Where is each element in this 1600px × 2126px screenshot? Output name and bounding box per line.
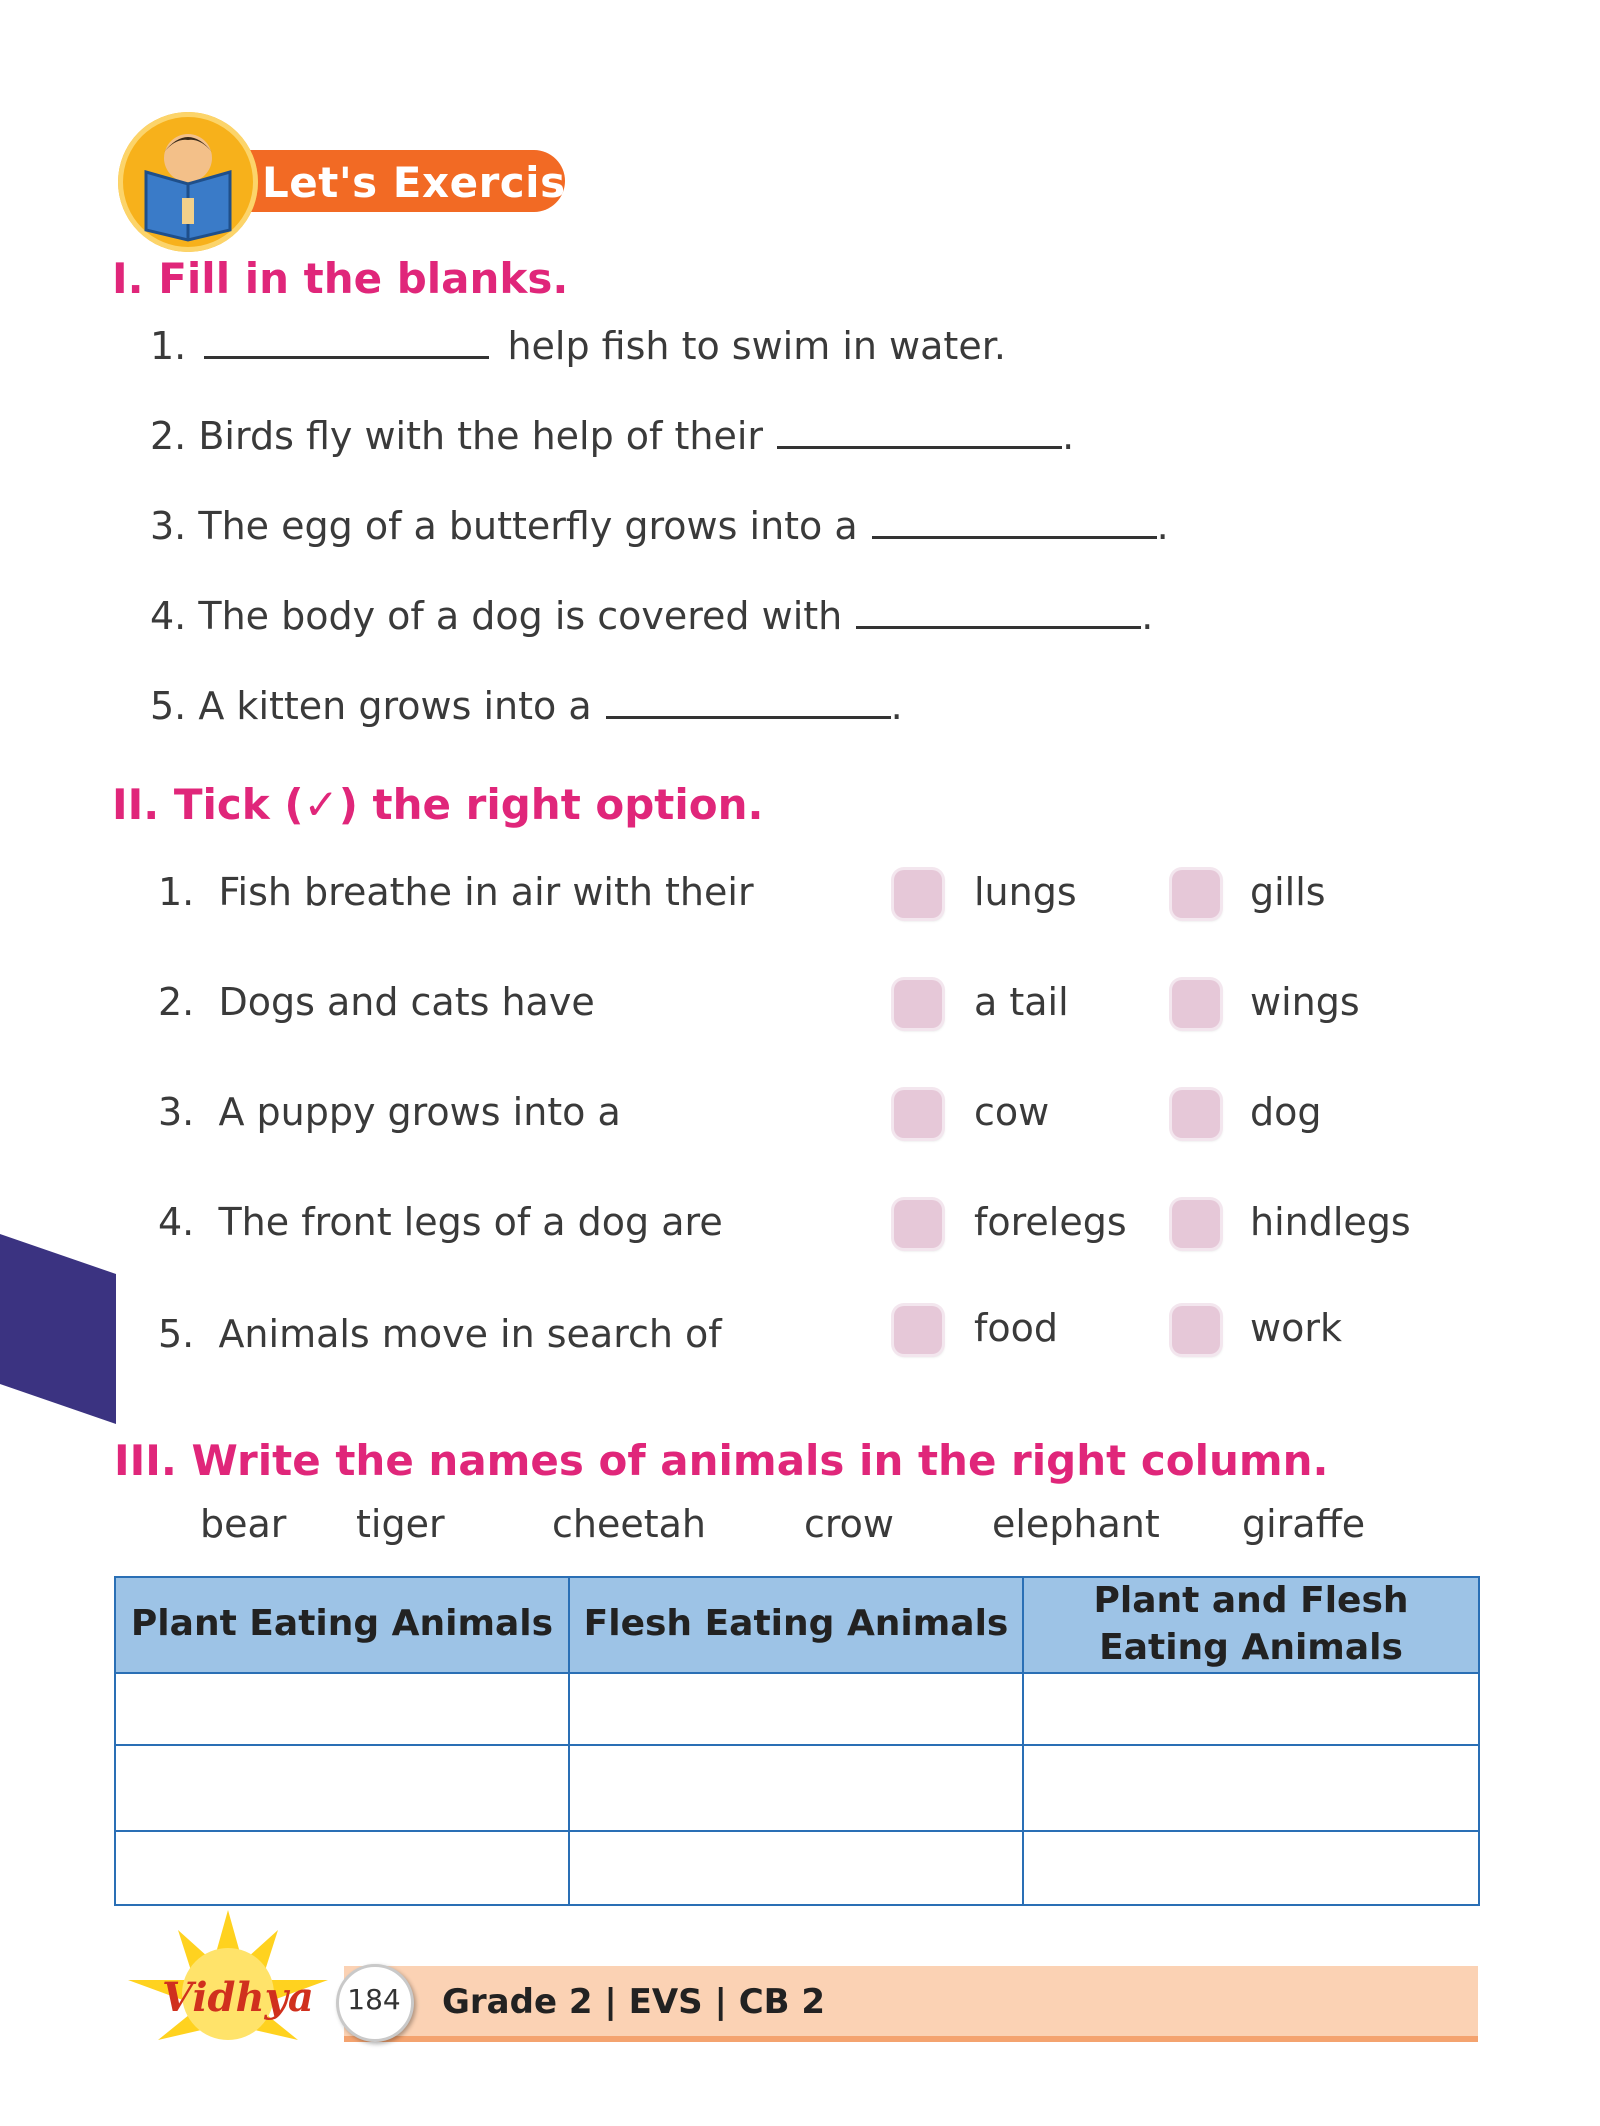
- book-reader-icon: [118, 112, 258, 252]
- option-label: lungs: [974, 870, 1077, 914]
- word-bank-item: elephant: [992, 1502, 1160, 1546]
- answer-cell[interactable]: [569, 1673, 1023, 1745]
- option-label: gills: [1250, 870, 1326, 914]
- answer-cell[interactable]: [1023, 1673, 1479, 1745]
- option-checkbox[interactable]: [894, 980, 942, 1028]
- word-bank-item: giraffe: [1242, 1502, 1366, 1546]
- option-checkbox[interactable]: [1172, 1090, 1220, 1138]
- option-label: work: [1250, 1306, 1342, 1350]
- table-header-row: [115, 1577, 1479, 1673]
- tick-question-4: 4. The front legs of a dog are: [158, 1200, 723, 1244]
- column-header-plant-and-flesh-eating: Plant and Flesh Eating Animals: [1023, 1577, 1479, 1673]
- badge-label: Let's Exercise: [262, 158, 595, 207]
- page-number: 184: [347, 1983, 401, 2016]
- fill-blank-question-3: 3. The egg of a butterfly grows into a .: [150, 504, 1169, 548]
- option-label: dog: [1250, 1090, 1322, 1134]
- table-row: [115, 1673, 1479, 1745]
- word-bank-item: tiger: [356, 1502, 445, 1546]
- fill-blank-question-5: 5. A kitten grows into a .: [150, 684, 903, 728]
- option-label: wings: [1250, 980, 1360, 1024]
- word-bank-item: bear: [200, 1502, 287, 1546]
- tick-question-2: 2. Dogs and cats have: [158, 980, 595, 1024]
- section-heading-fill-blanks: I. Fill in the blanks.: [112, 254, 569, 303]
- footer-label: Grade 2 | EVS | CB 2: [442, 1982, 826, 2022]
- answer-blank[interactable]: [777, 416, 1062, 449]
- tick-question-5: 5. Animals move in search of: [158, 1312, 722, 1356]
- option-label: hindlegs: [1250, 1200, 1411, 1244]
- option-checkbox[interactable]: [1172, 1306, 1220, 1354]
- fill-blank-question-2: 2. Birds fly with the help of their .: [150, 414, 1075, 458]
- answer-cell[interactable]: [569, 1831, 1023, 1905]
- option-label: food: [974, 1306, 1058, 1350]
- answer-cell[interactable]: [1023, 1745, 1479, 1831]
- column-header-flesh-eating: Flesh Eating Animals: [569, 1577, 1023, 1673]
- word-bank-item: crow: [804, 1502, 895, 1546]
- option-checkbox[interactable]: [1172, 980, 1220, 1028]
- answer-cell[interactable]: [115, 1831, 569, 1905]
- tick-question-3: 3. A puppy grows into a: [158, 1090, 621, 1134]
- answer-cell[interactable]: [115, 1745, 569, 1831]
- option-checkbox[interactable]: [894, 1306, 942, 1354]
- option-checkbox[interactable]: [894, 870, 942, 918]
- word-bank-item: cheetah: [552, 1502, 707, 1546]
- fill-blank-question-1: 1. help fish to swim in water.: [150, 324, 1006, 368]
- option-label: forelegs: [974, 1200, 1127, 1244]
- option-label: a tail: [974, 980, 1069, 1024]
- option-checkbox[interactable]: [894, 1200, 942, 1248]
- answer-blank[interactable]: [856, 596, 1141, 629]
- option-label: cow: [974, 1090, 1050, 1134]
- answer-cell[interactable]: [569, 1745, 1023, 1831]
- fill-blank-question-4: 4. The body of a dog is covered with .: [150, 594, 1154, 638]
- table-row: [115, 1745, 1479, 1831]
- answer-blank[interactable]: [872, 506, 1157, 539]
- animal-columns-table: [114, 1576, 1480, 1906]
- section-heading-tick-option: II. Tick (✓) the right option.: [112, 780, 764, 829]
- table-row: [115, 1831, 1479, 1905]
- option-checkbox[interactable]: [894, 1090, 942, 1138]
- answer-cell[interactable]: [1023, 1831, 1479, 1905]
- option-checkbox[interactable]: [1172, 870, 1220, 918]
- vidhya-logo: Vidhya: [162, 1974, 314, 2021]
- section-heading-animal-columns: III. Write the names of animals in the right column.: [114, 1436, 1329, 1485]
- tick-question-1: 1. Fish breathe in air with their: [158, 870, 754, 914]
- column-header-plant-eating: Plant Eating Animals: [115, 1577, 569, 1673]
- answer-blank[interactable]: [204, 326, 489, 359]
- option-checkbox[interactable]: [1172, 1200, 1220, 1248]
- answer-blank[interactable]: [606, 686, 891, 719]
- answer-cell[interactable]: [115, 1673, 569, 1745]
- side-tab-decoration: [0, 1234, 116, 1424]
